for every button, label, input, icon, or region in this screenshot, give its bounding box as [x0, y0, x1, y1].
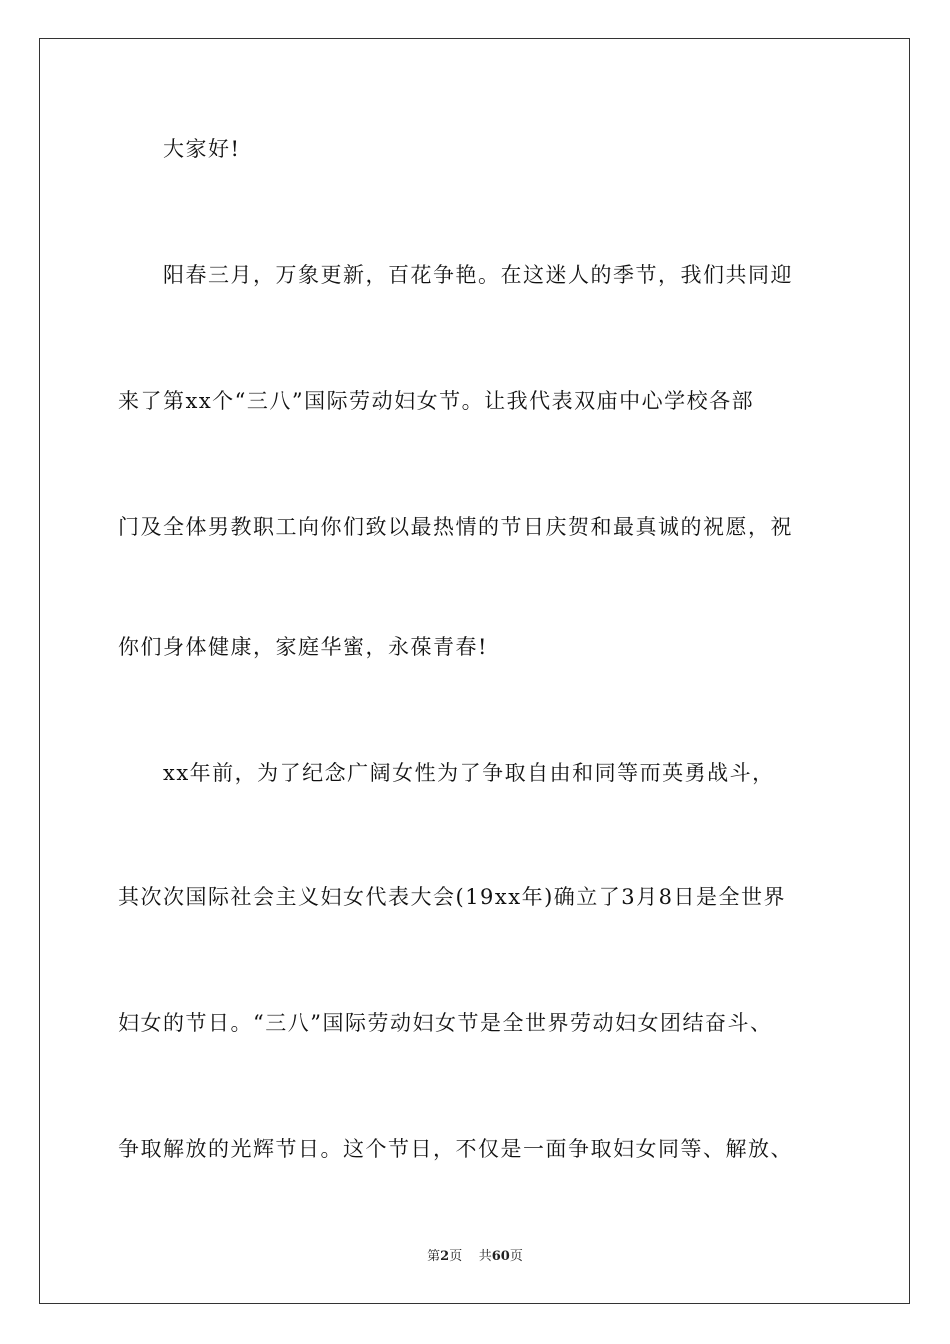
total-suffix: 页: [509, 1249, 523, 1264]
paragraph-1-line-3: 门及全体男教职工向你们致以最热情的节日庆贺和最真诚的祝愿，祝: [118, 515, 793, 539]
paragraph-1-line-2: 来了第xx个“三八”国际劳动妇女节。让我代表双庙中心学校各部: [118, 389, 755, 413]
page-footer: [0, 1248, 950, 1266]
paragraph-2-line-2: 其次次国际社会主义妇女代表大会(19xx年)确立了3月8日是全世界: [118, 885, 787, 909]
paragraph-1-line-1: 阳春三月，万象更新，百花争艳。在这迷人的季节，我们共同迎: [163, 263, 793, 287]
total-prefix: 共: [478, 1249, 492, 1264]
page-frame: [39, 38, 910, 1304]
total-pages: 60: [491, 1249, 510, 1264]
paragraph-2-line-1: xx年前，为了纪念广阔女性为了争取自由和同等而英勇战斗，: [163, 761, 775, 785]
page-suffix: 页: [449, 1249, 463, 1264]
page-prefix: 第: [427, 1249, 441, 1264]
paragraph-2-line-3: 妇女的节日。“三八”国际劳动妇女节是全世界劳动妇女团结奋斗、: [118, 1011, 773, 1035]
paragraph-2-line-4: 争取解放的光辉节日。这个节日，不仅是一面争取妇女同等、解放、: [118, 1137, 793, 1161]
page-number: 2: [440, 1249, 450, 1264]
paragraph-1-line-4: 你们身体健康，家庭华蜜，永葆青春!: [118, 635, 488, 659]
greeting-line: 大家好!: [163, 137, 241, 161]
